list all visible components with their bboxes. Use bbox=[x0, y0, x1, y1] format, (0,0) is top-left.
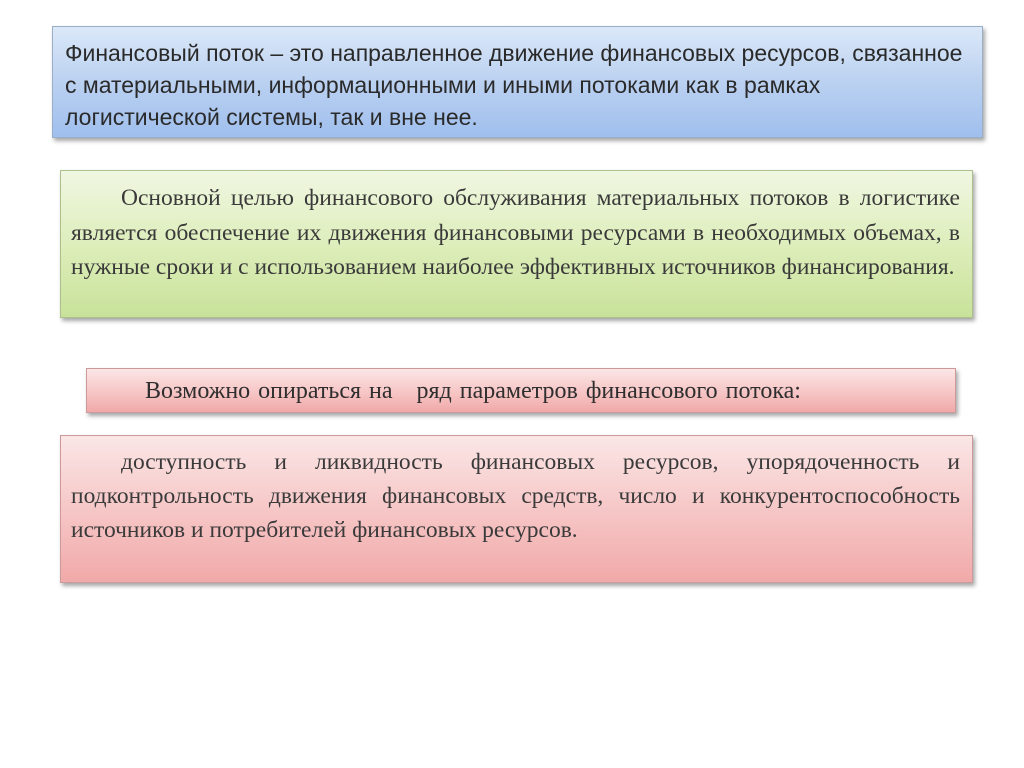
parameters-heading-box bbox=[86, 368, 956, 413]
definition-text: Финансовый поток – это направленное движение финансовых ресурсов, связанное с материальными, информационными и иными потоками как в рамках логистической системы, так и вне нее. bbox=[65, 40, 963, 130]
parameters-heading: Возможно опираться на ряд параметров финансового потока: bbox=[145, 378, 801, 404]
definition-box bbox=[52, 26, 983, 138]
parameters-text: доступность и ликвидность финансовых ресурсов, упорядоченность и подконтрольность движения финансовых средств, число и конкурентоспособность источников и потребителей финансовых ресурсов. bbox=[71, 449, 960, 543]
parameters-box bbox=[60, 435, 973, 583]
goal-text: Основной целью финансового обслуживания материальных потоков в логистике является обеспечение их движения финансовыми ресурсами в необходимых объемах, в нужные сроки и с использованием наиболее эффективных источников финансирования. bbox=[71, 185, 960, 280]
goal-box bbox=[60, 170, 973, 318]
